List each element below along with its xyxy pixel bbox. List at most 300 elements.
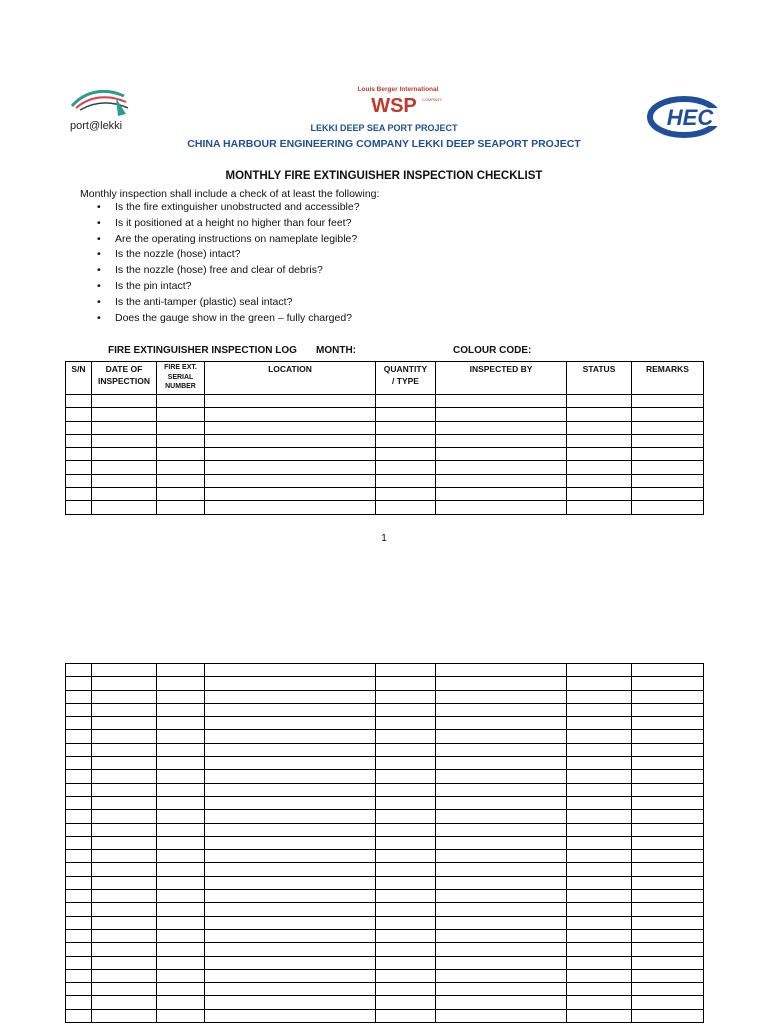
table-cell[interactable]	[632, 677, 704, 690]
table-cell[interactable]	[567, 408, 632, 421]
table-cell[interactable]	[157, 461, 205, 474]
table-cell[interactable]	[92, 1009, 157, 1022]
table-row	[66, 743, 704, 756]
table-cell[interactable]	[66, 474, 92, 487]
table-cell[interactable]	[632, 488, 704, 501]
table-cell[interactable]	[567, 943, 632, 956]
table-cell[interactable]	[92, 677, 157, 690]
table-cell[interactable]	[205, 770, 376, 783]
table-cell[interactable]	[436, 501, 567, 514]
table-cell[interactable]	[376, 677, 436, 690]
table-cell[interactable]	[205, 850, 376, 863]
table-cell[interactable]	[92, 730, 157, 743]
table-cell[interactable]	[92, 703, 157, 716]
table-cell[interactable]	[376, 890, 436, 903]
table-cell[interactable]	[436, 916, 567, 929]
table-cell[interactable]	[66, 996, 92, 1009]
table-cell[interactable]	[205, 501, 376, 514]
table-cell[interactable]	[567, 836, 632, 849]
table-cell[interactable]	[205, 796, 376, 809]
table-cell[interactable]	[157, 501, 205, 514]
table-cell[interactable]	[376, 996, 436, 1009]
table-cell[interactable]	[567, 757, 632, 770]
table-cell[interactable]	[66, 929, 92, 942]
table-cell[interactable]	[632, 703, 704, 716]
table-cell[interactable]	[92, 810, 157, 823]
table-row	[66, 810, 704, 823]
table-cell[interactable]	[157, 890, 205, 903]
table-cell[interactable]	[205, 956, 376, 969]
table-cell[interactable]	[66, 903, 92, 916]
table-cell[interactable]	[66, 501, 92, 514]
table-cell[interactable]	[567, 717, 632, 730]
table-cell[interactable]	[66, 408, 92, 421]
table-cell[interactable]	[436, 796, 567, 809]
table-cell[interactable]	[205, 717, 376, 730]
table-cell[interactable]	[567, 677, 632, 690]
table-cell[interactable]	[376, 488, 436, 501]
table-cell[interactable]	[632, 916, 704, 929]
table-cell[interactable]	[436, 1009, 567, 1022]
table-cell[interactable]	[66, 890, 92, 903]
table-cell[interactable]	[436, 956, 567, 969]
table-cell[interactable]	[632, 810, 704, 823]
table-cell[interactable]	[66, 863, 92, 876]
table-cell[interactable]	[376, 474, 436, 487]
table-cell[interactable]	[157, 983, 205, 996]
table-cell[interactable]	[567, 664, 632, 677]
table-cell[interactable]	[92, 916, 157, 929]
table-cell[interactable]	[376, 863, 436, 876]
table-cell[interactable]	[376, 876, 436, 889]
table-cell[interactable]	[92, 929, 157, 942]
table-cell[interactable]	[92, 690, 157, 703]
table-cell[interactable]	[157, 730, 205, 743]
table-cell[interactable]	[157, 421, 205, 434]
table-cell[interactable]	[632, 996, 704, 1009]
table-cell[interactable]	[157, 810, 205, 823]
table-cell[interactable]	[205, 836, 376, 849]
table-cell[interactable]	[376, 757, 436, 770]
table-cell[interactable]	[66, 1009, 92, 1022]
table-cell[interactable]	[376, 783, 436, 796]
table-cell[interactable]	[92, 943, 157, 956]
table-cell[interactable]	[567, 783, 632, 796]
table-cell[interactable]	[157, 969, 205, 982]
table-cell[interactable]	[567, 810, 632, 823]
table-cell[interactable]	[376, 501, 436, 514]
table-cell[interactable]	[436, 703, 567, 716]
table-cell[interactable]	[436, 783, 567, 796]
table-cell[interactable]	[567, 703, 632, 716]
table-cell[interactable]	[567, 956, 632, 969]
table-cell[interactable]	[632, 395, 704, 408]
table-cell[interactable]	[567, 850, 632, 863]
table-cell[interactable]	[632, 730, 704, 743]
table-cell[interactable]	[436, 823, 567, 836]
table-cell[interactable]	[66, 823, 92, 836]
table-cell[interactable]	[567, 796, 632, 809]
table-cell[interactable]	[632, 969, 704, 982]
table-cell[interactable]	[436, 996, 567, 1009]
table-cell[interactable]	[205, 461, 376, 474]
table-cell[interactable]	[632, 836, 704, 849]
table-cell[interactable]	[567, 890, 632, 903]
table-cell[interactable]	[376, 983, 436, 996]
table-cell[interactable]	[376, 770, 436, 783]
table-cell[interactable]	[205, 903, 376, 916]
table-cell[interactable]	[632, 743, 704, 756]
table-cell[interactable]	[157, 836, 205, 849]
table-cell[interactable]	[66, 488, 92, 501]
table-cell[interactable]	[66, 783, 92, 796]
table-cell[interactable]	[376, 796, 436, 809]
table-row	[66, 690, 704, 703]
table-cell[interactable]	[436, 983, 567, 996]
table-cell[interactable]	[205, 757, 376, 770]
table-cell[interactable]	[66, 916, 92, 929]
table-cell[interactable]	[157, 690, 205, 703]
table-cell[interactable]	[92, 996, 157, 1009]
table-cell[interactable]	[376, 929, 436, 942]
table-cell[interactable]	[436, 448, 567, 461]
table-cell[interactable]	[376, 730, 436, 743]
table-row	[66, 836, 704, 849]
table-cell[interactable]	[205, 743, 376, 756]
table-cell[interactable]	[92, 969, 157, 982]
table-cell[interactable]	[157, 796, 205, 809]
table-cell[interactable]	[66, 717, 92, 730]
table-cell[interactable]	[436, 876, 567, 889]
table-cell[interactable]	[66, 969, 92, 982]
table-cell[interactable]	[157, 770, 205, 783]
table-cell[interactable]	[436, 743, 567, 756]
table-cell[interactable]	[157, 903, 205, 916]
table-cell[interactable]	[567, 916, 632, 929]
table-cell[interactable]	[92, 474, 157, 487]
table-cell[interactable]	[632, 796, 704, 809]
table-cell[interactable]	[632, 850, 704, 863]
table-cell[interactable]	[436, 903, 567, 916]
table-cell[interactable]	[66, 664, 92, 677]
table-cell[interactable]	[157, 1009, 205, 1022]
table-cell[interactable]	[632, 434, 704, 447]
table-cell[interactable]	[66, 876, 92, 889]
table-cell[interactable]	[205, 448, 376, 461]
table-cell[interactable]	[92, 434, 157, 447]
table-cell[interactable]	[567, 969, 632, 982]
table-cell[interactable]	[376, 836, 436, 849]
table-cell[interactable]	[567, 488, 632, 501]
table-cell[interactable]	[92, 783, 157, 796]
table-cell[interactable]	[567, 730, 632, 743]
table-cell[interactable]	[66, 743, 92, 756]
table-cell[interactable]	[157, 956, 205, 969]
table-cell[interactable]	[376, 743, 436, 756]
table-cell[interactable]	[436, 969, 567, 982]
table-cell[interactable]	[157, 916, 205, 929]
table-cell[interactable]	[205, 488, 376, 501]
table-cell[interactable]	[157, 876, 205, 889]
table-cell[interactable]	[157, 703, 205, 716]
table-cell[interactable]	[157, 757, 205, 770]
table-cell[interactable]	[376, 703, 436, 716]
table-cell[interactable]	[205, 783, 376, 796]
table-cell[interactable]	[205, 395, 376, 408]
table-cell[interactable]	[632, 448, 704, 461]
table-cell[interactable]	[632, 474, 704, 487]
table-cell[interactable]	[632, 876, 704, 889]
table-cell[interactable]	[92, 461, 157, 474]
table-cell[interactable]	[157, 743, 205, 756]
table-cell[interactable]	[66, 448, 92, 461]
table-cell[interactable]	[66, 677, 92, 690]
table-cell[interactable]	[632, 664, 704, 677]
table-row	[66, 903, 704, 916]
table-cell[interactable]	[157, 448, 205, 461]
table-cell[interactable]	[436, 943, 567, 956]
table-cell[interactable]	[632, 956, 704, 969]
table-cell[interactable]	[632, 903, 704, 916]
table-cell[interactable]	[66, 690, 92, 703]
table-cell[interactable]	[157, 850, 205, 863]
table-cell[interactable]	[66, 796, 92, 809]
table-cell[interactable]	[92, 743, 157, 756]
table-cell[interactable]	[632, 929, 704, 942]
table-cell[interactable]	[567, 876, 632, 889]
table-cell[interactable]	[567, 501, 632, 514]
table-cell[interactable]	[436, 421, 567, 434]
table-cell[interactable]	[376, 434, 436, 447]
table-cell[interactable]	[157, 408, 205, 421]
table-cell[interactable]	[436, 488, 567, 501]
table-cell[interactable]	[567, 996, 632, 1009]
table-cell[interactable]	[632, 1009, 704, 1022]
table-cell[interactable]	[436, 890, 567, 903]
table-cell[interactable]	[567, 448, 632, 461]
table-cell[interactable]	[376, 717, 436, 730]
table-cell[interactable]	[205, 969, 376, 982]
col-header-remarks: REMARKS	[632, 362, 704, 395]
table-cell[interactable]	[92, 408, 157, 421]
table-cell[interactable]	[376, 850, 436, 863]
table-cell[interactable]	[205, 863, 376, 876]
table-cell[interactable]	[205, 810, 376, 823]
table-cell[interactable]	[436, 810, 567, 823]
table-cell[interactable]	[92, 421, 157, 434]
table-cell[interactable]	[376, 461, 436, 474]
table-cell[interactable]	[205, 434, 376, 447]
table-cell[interactable]	[92, 757, 157, 770]
table-cell[interactable]	[205, 823, 376, 836]
table-cell[interactable]	[157, 943, 205, 956]
table-cell[interactable]	[632, 770, 704, 783]
table-cell[interactable]	[567, 983, 632, 996]
table-cell[interactable]	[632, 501, 704, 514]
table-cell[interactable]	[567, 434, 632, 447]
table-cell[interactable]	[436, 408, 567, 421]
table-cell[interactable]	[92, 501, 157, 514]
table-cell[interactable]	[436, 757, 567, 770]
table-cell[interactable]	[92, 395, 157, 408]
table-cell[interactable]	[436, 677, 567, 690]
table-cell[interactable]	[436, 461, 567, 474]
table-cell[interactable]	[66, 395, 92, 408]
table-cell[interactable]	[632, 783, 704, 796]
table-cell[interactable]	[66, 730, 92, 743]
table-cell[interactable]	[376, 421, 436, 434]
table-cell[interactable]	[632, 690, 704, 703]
table-cell[interactable]	[436, 664, 567, 677]
table-cell[interactable]	[376, 810, 436, 823]
table-cell[interactable]	[205, 890, 376, 903]
table-cell[interactable]	[92, 890, 157, 903]
table-cell[interactable]	[205, 996, 376, 1009]
table-cell[interactable]	[92, 850, 157, 863]
table-cell[interactable]	[632, 943, 704, 956]
table-cell[interactable]	[567, 929, 632, 942]
table-cell[interactable]	[376, 664, 436, 677]
table-cell[interactable]	[205, 408, 376, 421]
table-cell[interactable]	[157, 677, 205, 690]
table-cell[interactable]	[66, 810, 92, 823]
table-cell[interactable]	[157, 783, 205, 796]
table-cell[interactable]	[376, 956, 436, 969]
table-cell[interactable]	[567, 690, 632, 703]
table-cell[interactable]	[376, 943, 436, 956]
table-cell[interactable]	[205, 677, 376, 690]
table-cell[interactable]	[205, 983, 376, 996]
table-cell[interactable]	[436, 730, 567, 743]
table-cell[interactable]	[66, 703, 92, 716]
table-cell[interactable]	[632, 890, 704, 903]
table-cell[interactable]	[66, 956, 92, 969]
table-cell[interactable]	[436, 434, 567, 447]
table-cell[interactable]	[205, 929, 376, 942]
table-cell[interactable]	[66, 836, 92, 849]
table-cell[interactable]	[632, 863, 704, 876]
table-cell[interactable]	[92, 823, 157, 836]
table-cell[interactable]	[205, 664, 376, 677]
table-cell[interactable]	[66, 421, 92, 434]
table-cell[interactable]	[157, 395, 205, 408]
table-cell[interactable]	[205, 703, 376, 716]
table-cell[interactable]	[567, 743, 632, 756]
table-cell[interactable]	[567, 461, 632, 474]
table-cell[interactable]	[92, 876, 157, 889]
table-cell[interactable]	[66, 434, 92, 447]
table-cell[interactable]	[567, 474, 632, 487]
table-cell[interactable]	[92, 983, 157, 996]
table-cell[interactable]	[157, 664, 205, 677]
table-cell[interactable]	[205, 876, 376, 889]
table-cell[interactable]	[157, 823, 205, 836]
table-cell[interactable]	[436, 717, 567, 730]
table-cell[interactable]	[66, 461, 92, 474]
table-cell[interactable]	[376, 969, 436, 982]
table-cell[interactable]	[632, 757, 704, 770]
table-cell[interactable]	[376, 903, 436, 916]
table-cell[interactable]	[205, 730, 376, 743]
table-cell[interactable]	[92, 448, 157, 461]
table-cell[interactable]	[157, 996, 205, 1009]
table-row	[66, 969, 704, 982]
table-row	[66, 717, 704, 730]
table-cell[interactable]	[436, 863, 567, 876]
table-cell[interactable]	[66, 983, 92, 996]
table-cell[interactable]	[92, 664, 157, 677]
table-cell[interactable]	[92, 770, 157, 783]
table-row	[66, 434, 704, 447]
table-cell[interactable]	[567, 421, 632, 434]
table-cell[interactable]	[157, 863, 205, 876]
table-cell[interactable]	[632, 461, 704, 474]
table-cell[interactable]	[436, 929, 567, 942]
table-cell[interactable]	[436, 770, 567, 783]
checklist-item: • Is it positioned at a height no higher than four feet?	[80, 216, 360, 232]
table-cell[interactable]	[632, 823, 704, 836]
table-cell[interactable]	[205, 943, 376, 956]
table-cell[interactable]	[157, 929, 205, 942]
table-cell[interactable]	[92, 488, 157, 501]
table-cell[interactable]	[157, 434, 205, 447]
table-cell[interactable]	[66, 850, 92, 863]
table-cell[interactable]	[205, 474, 376, 487]
table-cell[interactable]	[92, 903, 157, 916]
table-cell[interactable]	[205, 1009, 376, 1022]
table-cell[interactable]	[436, 836, 567, 849]
table-cell[interactable]	[92, 956, 157, 969]
table-cell[interactable]	[567, 1009, 632, 1022]
table-cell[interactable]	[92, 863, 157, 876]
table-cell[interactable]	[376, 1009, 436, 1022]
table-cell[interactable]	[376, 448, 436, 461]
month-label: MONTH:	[316, 345, 356, 356]
table-cell[interactable]	[567, 770, 632, 783]
table-cell[interactable]	[436, 474, 567, 487]
table-cell[interactable]	[92, 717, 157, 730]
table-cell[interactable]	[567, 823, 632, 836]
table-cell[interactable]	[632, 717, 704, 730]
table-cell[interactable]	[436, 850, 567, 863]
table-cell[interactable]	[436, 395, 567, 408]
table-cell[interactable]	[92, 796, 157, 809]
table-cell[interactable]	[205, 916, 376, 929]
table-cell[interactable]	[632, 408, 704, 421]
table-cell[interactable]	[157, 474, 205, 487]
table-cell[interactable]	[436, 690, 567, 703]
table-cell[interactable]	[66, 770, 92, 783]
table-cell[interactable]	[66, 757, 92, 770]
table-cell[interactable]	[157, 488, 205, 501]
log-title: FIRE EXTINGUISHER INSPECTION LOG	[108, 345, 297, 356]
table-cell[interactable]	[632, 421, 704, 434]
table-cell[interactable]	[376, 408, 436, 421]
table-cell[interactable]	[567, 903, 632, 916]
table-cell[interactable]	[376, 395, 436, 408]
table-cell[interactable]	[632, 983, 704, 996]
table-cell[interactable]	[567, 395, 632, 408]
table-cell[interactable]	[205, 421, 376, 434]
table-cell[interactable]	[376, 916, 436, 929]
table-cell[interactable]	[66, 943, 92, 956]
table-cell[interactable]	[157, 717, 205, 730]
table-cell[interactable]	[92, 836, 157, 849]
table-cell[interactable]	[376, 823, 436, 836]
table-cell[interactable]	[376, 690, 436, 703]
table-cell[interactable]	[205, 690, 376, 703]
table-cell[interactable]	[567, 863, 632, 876]
